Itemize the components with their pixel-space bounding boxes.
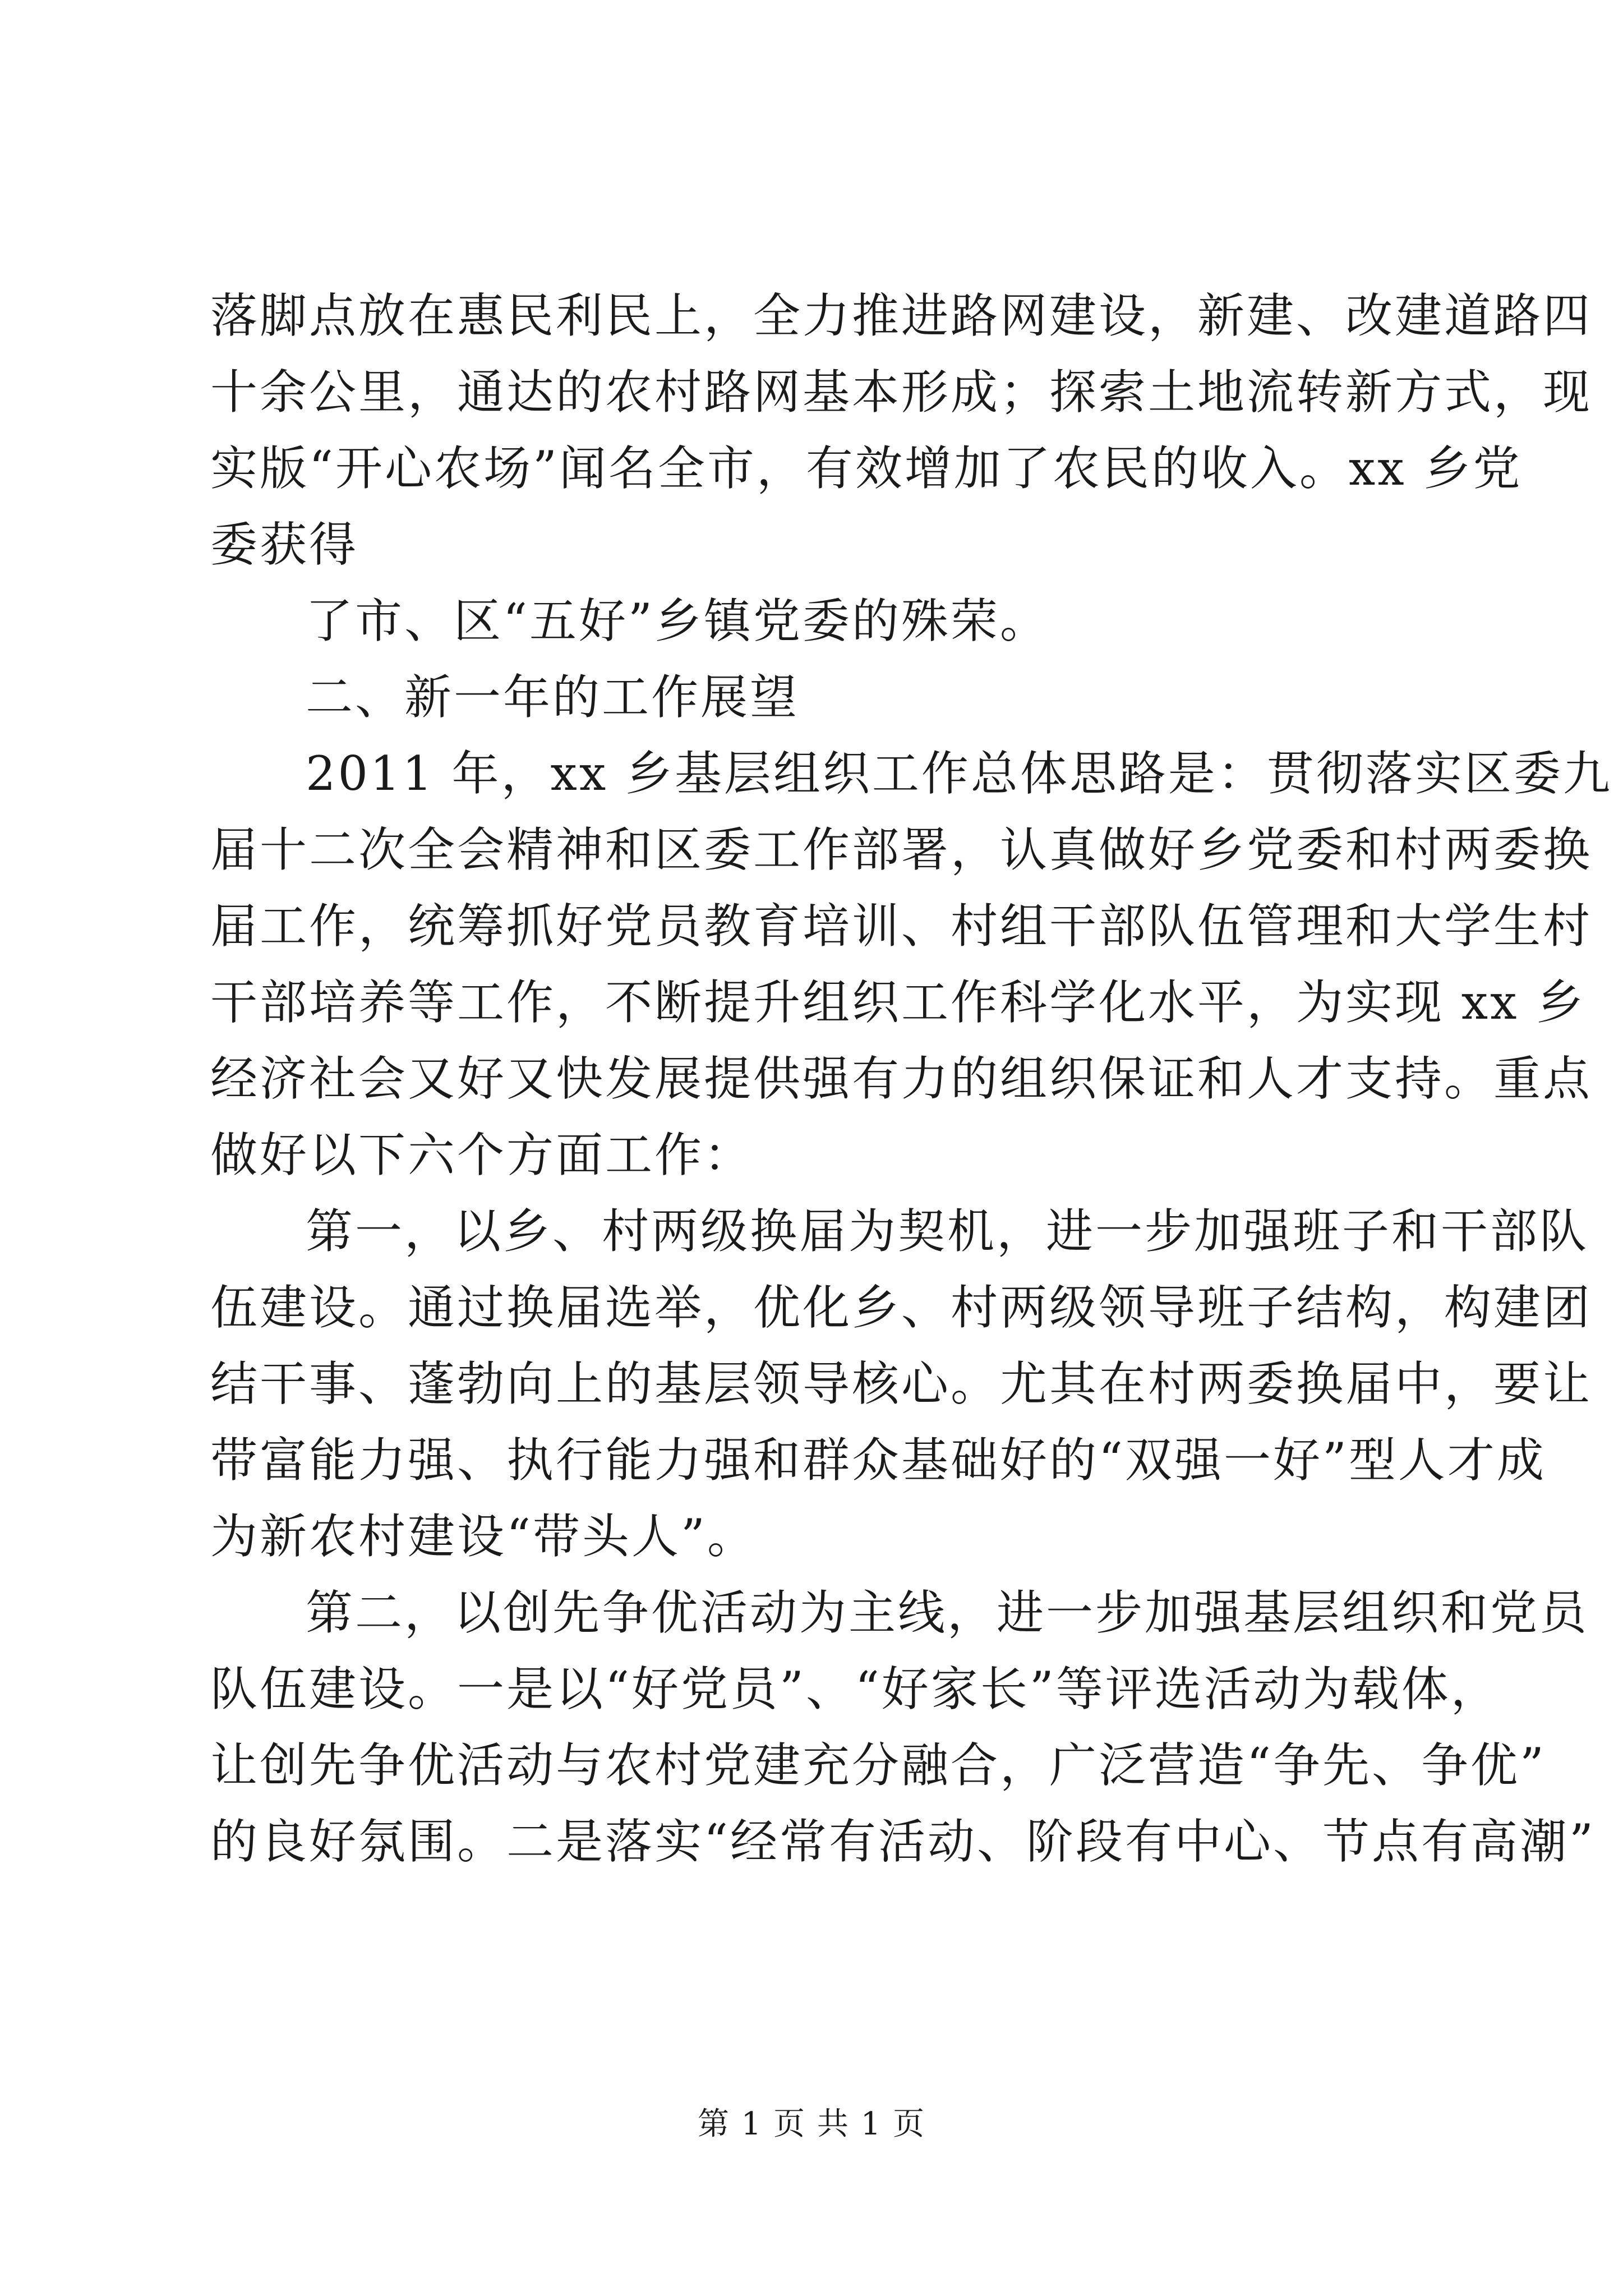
text-line: 的良好氛围。二是落实“经常有活动、阶段有中心、节点有高潮”	[210, 1814, 1596, 1869]
body-text	[210, 278, 1612, 1880]
text-line: 带富能力强、执行能力强和群众基础好的“双强一好”型人才成	[210, 1433, 1546, 1488]
text-line: 十余公里，通达的农村路网基本形成；探索土地流转新方式，现	[210, 365, 1593, 420]
text-line: 干部培养等工作，不断提升组织工作科学化水平，为实现 xx 乡	[210, 975, 1586, 1030]
text-line: 伍建设。通过换届选举，优化乡、村两级领导班子结构，构建团	[210, 1280, 1593, 1335]
text-line: 队伍建设。一是以“好党员”、“好家长”等评选活动为载体，	[210, 1662, 1500, 1717]
text-line: 2011 年，xx 乡基层组织工作总体思路是：贯彻落实区委九	[306, 746, 1612, 801]
section-heading: 二、新一年的工作展望	[306, 670, 800, 725]
text-line: 了市、区“五好”乡镇党委的殊荣。	[306, 593, 1049, 648]
text-line: 落脚点放在惠民利民上，全力推进路网建设，新建、改建道路四	[210, 288, 1593, 343]
text-line: 第一，以乡、村两级换届为契机，进一步加强班子和干部队	[306, 1204, 1589, 1259]
text-line: 第二，以创先争优活动为主线，进一步加强基层组织和党员	[306, 1585, 1589, 1640]
page-footer: 第 1 页 共 1 页	[697, 2106, 926, 2142]
text-line: 让创先争优活动与农村党建充分融合，广泛营造“争先、争优”	[210, 1738, 1546, 1793]
text-line: 实版“开心农场”闻名全市，有效增加了农民的收入。xx 乡党	[210, 441, 1523, 496]
text-line: 为新农村建设“带头人”。	[210, 1509, 757, 1564]
text-line: 届工作，统筹抓好党员教育培训、村组干部队伍管理和大学生村	[210, 899, 1593, 954]
text-line: 做好以下六个方面工作：	[210, 1128, 754, 1182]
text-line: 委获得	[210, 517, 359, 572]
text-line: 结干事、蓬勃向上的基层领导核心。尤其在村两委换届中，要让	[210, 1356, 1593, 1411]
text-line: 届十二次全会精神和区委工作部署，认真做好乡党委和村两委换	[210, 822, 1593, 877]
text-line: 经济社会又好又快发展提供强有力的组织保证和人才支持。重点	[210, 1051, 1593, 1106]
